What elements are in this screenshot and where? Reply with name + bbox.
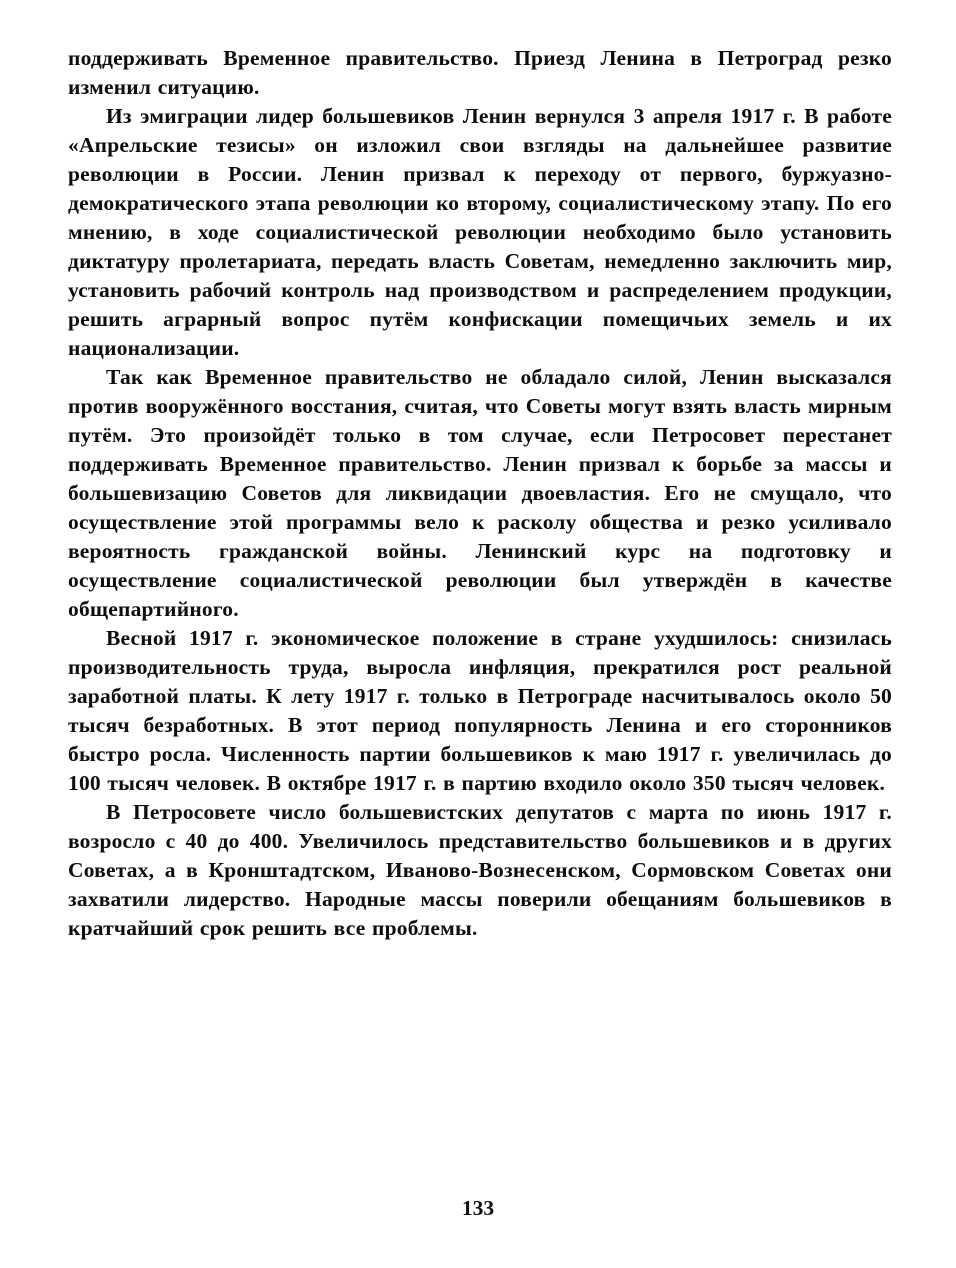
paragraph: В Петросовете число большевистских депутатов с марта по июнь 1917 г. возросло с 40 до 400. Увеличилось представительство большевиков и в других Советах, а в Кронштадтском, Иваново-Вознесенском, Сормовском Советах они захватили лидерство. Народные массы поверили обещаниям большевиков в кратчайший срок решить все проблемы.	[68, 800, 892, 940]
page-number: 133	[461, 1196, 495, 1220]
text-block	[68, 44, 892, 943]
paragraph-continuation: поддерживать Временное правительство. Приезд Ленина в Петроград резко изменил ситуацию.	[68, 46, 892, 99]
paragraph: Весной 1917 г. экономическое положение в стране ухудшилось: снизилась производительность труда, выросла инфляция, прекратился рост реальной заработной платы. К лету 1917 г. только в Петрограде насчитывалось около 50 тысяч безработных. В этот период популярность Ленина и его сторонников быстро росла. Численность партии большевиков к маю 1917 г. увеличилась до 100 тысяч человек. В октябре 1917 г. в партию входило около 350 тысяч человек.	[68, 626, 892, 795]
paragraph: Из эмиграции лидер большевиков Ленин вернулся 3 апреля 1917 г. В работе «Апрельские тезисы» он изложил свои взгляды на дальнейшее развитие революции в России. Ленин призвал к переходу от первого, буржуазно-демократического этапа революции ко второму, социалистическому этапу. По его мнению, в ходе социалистической революции необходимо было установить диктатуру пролетариата, передать власть Советам, немедленно заключить мир, установить рабочий контроль над производством и распределением продукции, решить аграрный вопрос путём конфискации помещичьих земель и их национализации.	[68, 104, 892, 360]
paragraph: Так как Временное правительство не обладало силой, Ленин высказался против вооружённого восстания, считая, что Советы могут взять власть мирным путём. Это произойдёт только в том случае, если Петросовет перестанет поддерживать Временное правительство. Ленин призвал к борьбе за массы и большевизацию Советов для ликвидации двоевластия. Его не смущало, что осуществление этой программы вело к расколу общества и резко усиливало вероятность гражданской войны. Ленинский курс на подготовку и осуществление социалистической революции был утверждён в качестве общепартийного.	[68, 365, 892, 621]
